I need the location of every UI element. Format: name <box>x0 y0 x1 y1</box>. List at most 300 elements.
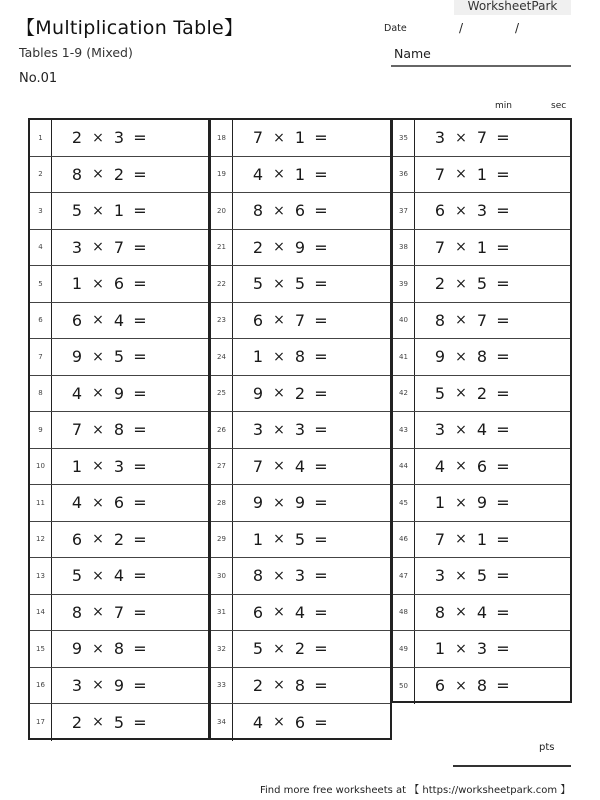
equals-sign: = <box>496 456 510 476</box>
multiply-sign: × <box>455 385 467 402</box>
multiply-sign: × <box>273 202 285 219</box>
operand-b: 7 <box>294 310 306 330</box>
problem-number: 17 <box>30 704 52 741</box>
equals-sign: = <box>496 639 510 659</box>
date-label: Date <box>384 23 407 34</box>
problem-expression[interactable] <box>52 303 208 339</box>
operand-b: 3 <box>476 639 488 659</box>
operand-b: 9 <box>294 237 306 257</box>
operand-a: 4 <box>252 712 264 732</box>
operand-b: 9 <box>294 493 306 513</box>
problem-number: 44 <box>393 449 415 485</box>
problem-expression[interactable] <box>52 558 208 594</box>
equals-sign: = <box>314 566 328 586</box>
operand-b: 3 <box>294 420 306 440</box>
equals-sign: = <box>314 164 328 184</box>
problem-row <box>211 412 390 449</box>
problem-row <box>393 595 570 632</box>
problem-number: 1 <box>30 120 52 156</box>
problem-number: 50 <box>393 668 415 705</box>
problem-expression[interactable] <box>233 412 390 448</box>
operand-b: 8 <box>113 420 125 440</box>
operand-b: 9 <box>476 493 488 513</box>
operand-a: 8 <box>71 164 83 184</box>
problem-expression[interactable] <box>415 485 570 521</box>
operand-b: 3 <box>113 128 125 148</box>
problem-expression[interactable] <box>415 412 570 448</box>
problem-row <box>393 157 570 194</box>
problem-expression[interactable] <box>52 668 208 704</box>
operand-b: 5 <box>294 529 306 549</box>
problem-expression[interactable] <box>52 157 208 193</box>
operand-b: 6 <box>113 493 125 513</box>
equals-sign: = <box>314 347 328 367</box>
multiply-sign: × <box>273 348 285 365</box>
problem-row <box>211 303 390 340</box>
problem-expression[interactable] <box>233 157 390 193</box>
problem-row <box>30 668 208 705</box>
equals-sign: = <box>133 675 147 695</box>
operand-a: 9 <box>434 347 446 367</box>
multiply-sign: × <box>455 275 467 292</box>
operand-a: 8 <box>252 566 264 586</box>
problem-number: 32 <box>211 631 233 667</box>
problem-number: 21 <box>211 230 233 266</box>
operand-a: 5 <box>71 566 83 586</box>
operand-a: 6 <box>434 676 446 696</box>
equals-sign: = <box>133 456 147 476</box>
problem-row <box>393 485 570 522</box>
problem-expression[interactable] <box>233 631 390 667</box>
problem-expression[interactable] <box>233 376 390 412</box>
equals-sign: = <box>314 675 328 695</box>
multiply-sign: × <box>92 312 104 329</box>
operand-a: 5 <box>71 201 83 221</box>
operand-a: 9 <box>252 493 264 513</box>
problem-row <box>211 558 390 595</box>
date-separator-2: / <box>515 21 520 35</box>
sheet-number: No.01 <box>19 71 58 86</box>
multiply-sign: × <box>92 714 104 731</box>
multiply-sign: × <box>273 714 285 731</box>
problem-row <box>30 339 208 376</box>
problem-number: 39 <box>393 266 415 302</box>
operand-b: 5 <box>476 274 488 294</box>
multiply-sign: × <box>273 166 285 183</box>
operand-b: 7 <box>113 237 125 257</box>
problem-number: 20 <box>211 193 233 229</box>
problem-row <box>211 668 390 705</box>
operand-b: 2 <box>113 164 125 184</box>
worksheet-subtitle: Tables 1-9 (Mixed) <box>19 45 133 60</box>
operand-b: 3 <box>294 566 306 586</box>
problem-expression[interactable] <box>415 376 570 412</box>
multiply-sign: × <box>455 129 467 146</box>
operand-a: 7 <box>434 237 446 257</box>
operand-b: 8 <box>294 675 306 695</box>
operand-a: 6 <box>71 529 83 549</box>
problem-expression[interactable] <box>415 558 570 594</box>
multiply-sign: × <box>273 421 285 438</box>
problem-expression[interactable] <box>52 339 208 375</box>
problem-number: 31 <box>211 595 233 631</box>
problem-row <box>211 485 390 522</box>
operand-a: 4 <box>71 493 83 513</box>
equals-sign: = <box>314 493 328 513</box>
problem-row <box>30 120 208 157</box>
problem-number: 45 <box>393 485 415 521</box>
multiply-sign: × <box>92 421 104 438</box>
problem-row <box>393 631 570 668</box>
problem-expression[interactable] <box>415 193 570 229</box>
operand-b: 5 <box>113 712 125 732</box>
equals-sign: = <box>496 347 510 367</box>
equals-sign: = <box>314 712 328 732</box>
problem-expression[interactable] <box>415 631 570 667</box>
problem-row <box>211 339 390 376</box>
min-label: min <box>495 101 512 111</box>
operand-a: 1 <box>71 456 83 476</box>
equals-sign: = <box>133 420 147 440</box>
worksheet-title: 【Multiplication Table】 <box>16 17 244 39</box>
problem-number: 4 <box>30 230 52 266</box>
equals-sign: = <box>133 493 147 513</box>
multiply-sign: × <box>455 494 467 511</box>
equals-sign: = <box>496 164 510 184</box>
operand-a: 1 <box>71 274 83 294</box>
problem-expression[interactable] <box>52 595 208 631</box>
problem-row <box>211 449 390 486</box>
problem-row <box>211 120 390 157</box>
operand-a: 7 <box>252 128 264 148</box>
problem-number: 28 <box>211 485 233 521</box>
operand-a: 2 <box>71 128 83 148</box>
equals-sign: = <box>133 201 147 221</box>
multiply-sign: × <box>455 166 467 183</box>
equals-sign: = <box>496 529 510 549</box>
operand-b: 8 <box>294 347 306 367</box>
problem-row <box>393 449 570 486</box>
equals-sign: = <box>133 310 147 330</box>
problem-row <box>30 412 208 449</box>
problem-number: 13 <box>30 558 52 594</box>
equals-sign: = <box>496 420 510 440</box>
operand-a: 4 <box>71 383 83 403</box>
multiply-sign: × <box>92 458 104 475</box>
problem-number: 42 <box>393 376 415 412</box>
operand-a: 7 <box>252 456 264 476</box>
problem-expression[interactable] <box>52 522 208 558</box>
problem-row <box>30 704 208 741</box>
problem-expression[interactable] <box>233 449 390 485</box>
operand-a: 2 <box>71 712 83 732</box>
operand-b: 5 <box>294 274 306 294</box>
problem-number: 14 <box>30 595 52 631</box>
multiply-sign: × <box>92 604 104 621</box>
problem-column-1 <box>28 118 210 740</box>
problem-number: 26 <box>211 412 233 448</box>
operand-b: 7 <box>113 602 125 622</box>
problem-expression[interactable] <box>233 485 390 521</box>
operand-b: 3 <box>476 201 488 221</box>
operand-b: 4 <box>294 456 306 476</box>
operand-a: 7 <box>434 164 446 184</box>
equals-sign: = <box>314 420 328 440</box>
problem-number: 7 <box>30 339 52 375</box>
problem-number: 2 <box>30 157 52 193</box>
equals-sign: = <box>133 164 147 184</box>
operand-a: 5 <box>252 274 264 294</box>
multiply-sign: × <box>455 312 467 329</box>
equals-sign: = <box>314 456 328 476</box>
operand-a: 8 <box>434 602 446 622</box>
operand-a: 5 <box>252 639 264 659</box>
multiply-sign: × <box>455 421 467 438</box>
operand-a: 9 <box>71 639 83 659</box>
operand-b: 7 <box>476 310 488 330</box>
problem-expression[interactable] <box>52 193 208 229</box>
problem-number: 35 <box>393 120 415 156</box>
name-label: Name <box>394 46 431 61</box>
operand-b: 4 <box>476 420 488 440</box>
problem-expression[interactable] <box>233 303 390 339</box>
problem-number: 3 <box>30 193 52 229</box>
footer-link-text: Find more free worksheets at 【 https://worksheetpark.com 】 <box>260 785 571 796</box>
operand-b: 4 <box>476 602 488 622</box>
operand-b: 8 <box>113 639 125 659</box>
operand-a: 7 <box>434 529 446 549</box>
operand-a: 3 <box>434 128 446 148</box>
problem-expression[interactable] <box>233 704 390 741</box>
problem-expression[interactable] <box>415 339 570 375</box>
equals-sign: = <box>133 128 147 148</box>
problem-number: 16 <box>30 668 52 704</box>
problem-row <box>393 412 570 449</box>
operand-a: 3 <box>434 420 446 440</box>
operand-b: 3 <box>113 456 125 476</box>
name-field-line[interactable] <box>391 65 571 67</box>
multiply-sign: × <box>455 604 467 621</box>
operand-b: 2 <box>113 529 125 549</box>
problem-row <box>211 193 390 230</box>
operand-b: 6 <box>294 712 306 732</box>
equals-sign: = <box>133 566 147 586</box>
problem-number: 49 <box>393 631 415 667</box>
equals-sign: = <box>314 529 328 549</box>
problem-expression[interactable] <box>415 303 570 339</box>
operand-b: 1 <box>476 529 488 549</box>
multiply-sign: × <box>455 677 467 694</box>
problem-number: 33 <box>211 668 233 704</box>
problem-expression[interactable] <box>415 266 570 302</box>
multiply-sign: × <box>92 531 104 548</box>
equals-sign: = <box>314 639 328 659</box>
equals-sign: = <box>496 310 510 330</box>
operand-a: 1 <box>252 347 264 367</box>
operand-b: 2 <box>294 383 306 403</box>
operand-b: 1 <box>476 164 488 184</box>
equals-sign: = <box>133 639 147 659</box>
problem-row <box>393 266 570 303</box>
multiply-sign: × <box>455 348 467 365</box>
equals-sign: = <box>496 128 510 148</box>
problem-number: 25 <box>211 376 233 412</box>
score-field-line[interactable] <box>453 765 571 767</box>
problem-row <box>211 230 390 267</box>
equals-sign: = <box>496 676 510 696</box>
problem-number: 10 <box>30 449 52 485</box>
operand-b: 1 <box>294 128 306 148</box>
operand-b: 4 <box>113 566 125 586</box>
problem-row <box>393 193 570 230</box>
operand-a: 4 <box>434 456 446 476</box>
problem-number: 19 <box>211 157 233 193</box>
problem-row <box>393 376 570 413</box>
problem-expression[interactable] <box>233 120 390 156</box>
brand-tab: WorksheetPark <box>454 0 571 15</box>
problem-row <box>393 120 570 157</box>
multiply-sign: × <box>455 531 467 548</box>
problem-row <box>30 558 208 595</box>
problem-row <box>30 376 208 413</box>
operand-b: 7 <box>476 128 488 148</box>
problem-number: 24 <box>211 339 233 375</box>
problem-row <box>30 522 208 559</box>
equals-sign: = <box>133 712 147 732</box>
problem-expression[interactable] <box>415 595 570 631</box>
problem-expression[interactable] <box>52 485 208 521</box>
operand-a: 6 <box>434 201 446 221</box>
equals-sign: = <box>133 237 147 257</box>
problem-expression[interactable] <box>52 412 208 448</box>
problem-expression[interactable] <box>415 522 570 558</box>
multiply-sign: × <box>92 129 104 146</box>
multiply-sign: × <box>92 640 104 657</box>
problem-expression[interactable] <box>415 668 570 705</box>
operand-b: 9 <box>113 383 125 403</box>
problem-number: 12 <box>30 522 52 558</box>
multiply-sign: × <box>455 202 467 219</box>
problem-row <box>211 522 390 559</box>
problem-expression[interactable] <box>52 230 208 266</box>
operand-a: 1 <box>434 639 446 659</box>
problem-row <box>30 193 208 230</box>
sec-label: sec <box>551 101 567 111</box>
problem-row <box>211 704 390 741</box>
operand-a: 3 <box>252 420 264 440</box>
multiply-sign: × <box>92 567 104 584</box>
equals-sign: = <box>496 201 510 221</box>
problem-row <box>30 449 208 486</box>
problem-number: 34 <box>211 704 233 741</box>
date-separator-1: / <box>459 21 464 35</box>
operand-a: 6 <box>252 310 264 330</box>
problem-expression[interactable] <box>233 522 390 558</box>
problem-row <box>30 631 208 668</box>
equals-sign: = <box>496 493 510 513</box>
score-label: pts <box>539 742 555 753</box>
problem-number: 18 <box>211 120 233 156</box>
multiply-sign: × <box>273 677 285 694</box>
problem-expression[interactable] <box>233 558 390 594</box>
problem-row <box>211 631 390 668</box>
operand-a: 8 <box>71 602 83 622</box>
problem-number: 30 <box>211 558 233 594</box>
problem-number: 38 <box>393 230 415 266</box>
problem-expression[interactable] <box>233 266 390 302</box>
equals-sign: = <box>314 201 328 221</box>
multiply-sign: × <box>455 567 467 584</box>
problem-expression[interactable] <box>52 266 208 302</box>
operand-b: 2 <box>476 383 488 403</box>
problem-number: 5 <box>30 266 52 302</box>
equals-sign: = <box>314 602 328 622</box>
multiply-sign: × <box>92 494 104 511</box>
problem-number: 27 <box>211 449 233 485</box>
operand-a: 1 <box>252 529 264 549</box>
operand-a: 3 <box>434 566 446 586</box>
multiply-sign: × <box>92 166 104 183</box>
problem-row <box>30 485 208 522</box>
multiply-sign: × <box>273 129 285 146</box>
problem-expression[interactable] <box>52 631 208 667</box>
problem-expression[interactable] <box>233 595 390 631</box>
problem-expression[interactable] <box>415 120 570 156</box>
problem-expression[interactable] <box>52 376 208 412</box>
problem-number: 29 <box>211 522 233 558</box>
problem-expression[interactable] <box>415 157 570 193</box>
multiply-sign: × <box>92 677 104 694</box>
operand-b: 4 <box>294 602 306 622</box>
problem-expression[interactable] <box>233 339 390 375</box>
operand-a: 9 <box>71 347 83 367</box>
operand-b: 2 <box>294 639 306 659</box>
problem-expression[interactable] <box>415 449 570 485</box>
operand-b: 8 <box>476 676 488 696</box>
equals-sign: = <box>133 274 147 294</box>
operand-a: 8 <box>252 201 264 221</box>
problem-expression[interactable] <box>52 704 208 741</box>
problem-row <box>211 157 390 194</box>
equals-sign: = <box>496 566 510 586</box>
multiply-sign: × <box>92 275 104 292</box>
equals-sign: = <box>314 310 328 330</box>
operand-a: 6 <box>252 602 264 622</box>
problem-expression[interactable] <box>52 120 208 156</box>
problem-row <box>393 668 570 705</box>
problem-expression[interactable] <box>233 193 390 229</box>
operand-b: 5 <box>113 347 125 367</box>
operand-b: 6 <box>294 201 306 221</box>
problem-expression[interactable] <box>233 668 390 704</box>
equals-sign: = <box>314 274 328 294</box>
operand-a: 5 <box>434 383 446 403</box>
problem-row <box>30 230 208 267</box>
equals-sign: = <box>314 128 328 148</box>
equals-sign: = <box>496 602 510 622</box>
problem-number: 11 <box>30 485 52 521</box>
multiply-sign: × <box>273 640 285 657</box>
problem-expression[interactable] <box>52 449 208 485</box>
problem-number: 36 <box>393 157 415 193</box>
multiply-sign: × <box>92 348 104 365</box>
problem-expression[interactable] <box>233 230 390 266</box>
multiply-sign: × <box>92 385 104 402</box>
problem-row <box>393 522 570 559</box>
equals-sign: = <box>133 347 147 367</box>
problem-expression[interactable] <box>415 230 570 266</box>
equals-sign: = <box>496 383 510 403</box>
